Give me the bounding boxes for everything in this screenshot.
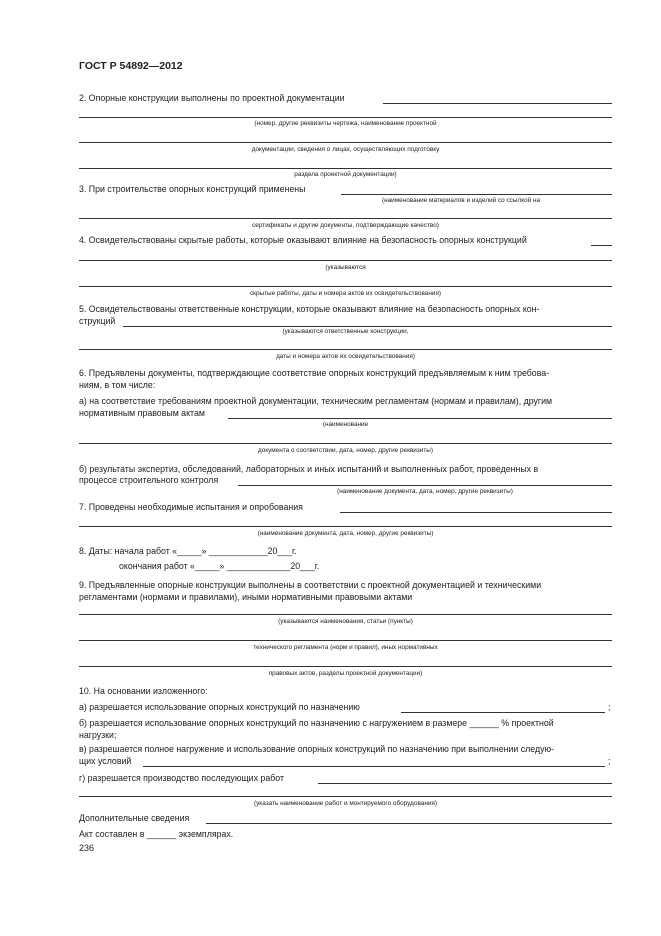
section-9-text-line-1: 9. Предъявленные опорные конструкции выполнены в соответствии с проектной документацией и техническими <box>79 580 542 590</box>
section-6a-caption-1: (наименование <box>322 421 369 428</box>
section-3-caption-1: (наименование материалов и изделий со ссылкой на <box>381 197 541 204</box>
section-9-caption-1: (указываются наименования, статьи (пункты) <box>278 618 413 625</box>
standard-header: ГОСТ Р 54892—2012 <box>79 60 183 72</box>
section-5-caption-1: (указываются ответственные конструкции, <box>282 328 409 335</box>
section-4-caption-1: (указываются <box>325 264 366 271</box>
section-4-text: 4. Освидетельствованы скрытые работы, которые оказывают влияние на безопасность опорных конструкций <box>79 235 527 245</box>
section-9-fill-line-2 <box>79 640 612 641</box>
section-7-text: 7. Проведены необходимые испытания и опробования <box>79 502 303 512</box>
section-9-text-line-2: регламентами (нормами и правилами), иными нормативными правовыми актами <box>79 592 413 602</box>
section-6b-text-line-2: процессе строительного контроля <box>79 475 219 485</box>
section-2-fill-line-4 <box>79 168 612 169</box>
section-6b-fill-line <box>238 485 612 486</box>
section-4-caption-2: скрытые работы, даты и номера актов их освидетельствования) <box>249 290 442 297</box>
page-number: 236 <box>79 843 95 853</box>
section-10d-caption: (указать наименование работ и монтируемого оборудования) <box>253 800 438 807</box>
section-2-text: 2. Опорные конструкции выполнены по проектной документации <box>79 93 345 103</box>
section-3-fill-line-2 <box>79 218 612 219</box>
section-6a-fill-line <box>228 418 612 419</box>
section-10c-semicolon: ; <box>608 756 611 766</box>
section-3-caption-2: сертификаты и другие документы, подтверждающие качество) <box>252 222 439 229</box>
section-7-fill-line-2 <box>79 526 612 527</box>
section-8-end-date: окончания работ «_____» _____________20___г. <box>119 561 320 571</box>
section-8-start-date: 8. Даты: начала работ «_____» ____________20___г. <box>79 546 297 556</box>
section-6a-caption-2: документа о соответствии, дата, номер, другие реквизиты) <box>257 447 434 454</box>
section-10c-text-line-1: в) разрешается полное нагружение и использование опорных конструкций по назначению при выполнении следую- <box>79 744 555 754</box>
section-10a-semicolon: ; <box>608 702 611 712</box>
section-10a-fill-line <box>401 712 605 713</box>
section-9-fill-line <box>79 614 612 615</box>
section-9-caption-3: правовых актов, разделы проектной документации) <box>268 670 423 677</box>
section-4-fill-line-3 <box>79 286 612 287</box>
section-5-fill-line <box>123 326 612 327</box>
section-4-fill-line <box>591 245 612 246</box>
section-10c-text-line-2: щих условий <box>79 756 132 766</box>
section-2-caption-3: раздела проектной документации) <box>294 171 397 178</box>
additional-info-label: Дополнительные сведения <box>79 813 190 823</box>
section-7-fill-line <box>340 512 612 513</box>
copies-text: Акт составлен в ______ экземплярах. <box>79 829 234 839</box>
section-10d-text: г) разрешается производство последующих работ <box>79 773 284 783</box>
section-10d-fill-line <box>318 783 612 784</box>
section-6b-text-line-1: б) результаты экспертиз, обследований, лабораторных и иных испытаний и выполненных работ, проведенных в <box>79 464 539 474</box>
section-6a-fill-line-2 <box>79 443 612 444</box>
section-2-caption-2: документации, сведения о лицах, осуществляющих подготовку <box>251 146 440 153</box>
section-9-caption-2: технического регламента (норм и правил), иных нормативных <box>253 644 438 651</box>
section-10-title: 10. На основании изложенного: <box>79 686 208 696</box>
section-6a-text-line-2: нормативным правовым актам <box>79 408 205 418</box>
section-9-fill-line-3 <box>79 666 612 667</box>
section-10a-text: а) разрешается использование опорных конструкций по назначению <box>79 702 360 712</box>
section-6-text-line-1: 6. Предъявлены документы, подтверждающие соответствие опорных конструкций предъявляемым к ним требова- <box>79 368 550 378</box>
section-2-fill-line-3 <box>79 142 612 143</box>
section-5-caption-2: даты и номера актов их освидетельствования) <box>276 353 415 360</box>
section-6-text-line-2: ниям, в том числе: <box>79 380 156 390</box>
section-4-fill-line-2 <box>79 260 612 261</box>
section-2-fill-line-2 <box>79 117 612 118</box>
section-6b-caption: (наименование документа, дата, номер, другие реквизиты) <box>337 488 513 495</box>
section-2-fill-line <box>383 103 612 104</box>
section-5-fill-line-2 <box>79 349 612 350</box>
section-6a-text-line-1: а) на соответствие требованиям проектной документации, техническим регламентам (нормам и правилам), другим <box>79 396 553 406</box>
additional-info-line <box>206 823 612 824</box>
section-3-text: 3. При строительстве опорных конструкций применены <box>79 184 306 194</box>
section-5-text-line-2: струкций <box>79 316 116 326</box>
section-10b-text-line-2: нагрузки; <box>79 730 117 740</box>
section-3-fill-line <box>341 194 612 195</box>
section-5-text-line-1: 5. Освидетельствованы ответственные конструкции, которые оказывают влияние на безопасность опорных кон- <box>79 304 540 314</box>
section-7-caption: (наименование документа, дата, номер, другие реквизиты) <box>257 530 434 537</box>
section-10d-fill-line-2 <box>79 796 612 797</box>
section-10c-fill-line <box>143 766 605 767</box>
section-10b-text-line-1: б) разрешается использование опорных конструкций по назначению с нагружением в размере ______ % проектной <box>79 718 554 728</box>
section-2-caption-1: (номер, другие реквизиты чертежа, наименование проектной <box>254 120 437 127</box>
